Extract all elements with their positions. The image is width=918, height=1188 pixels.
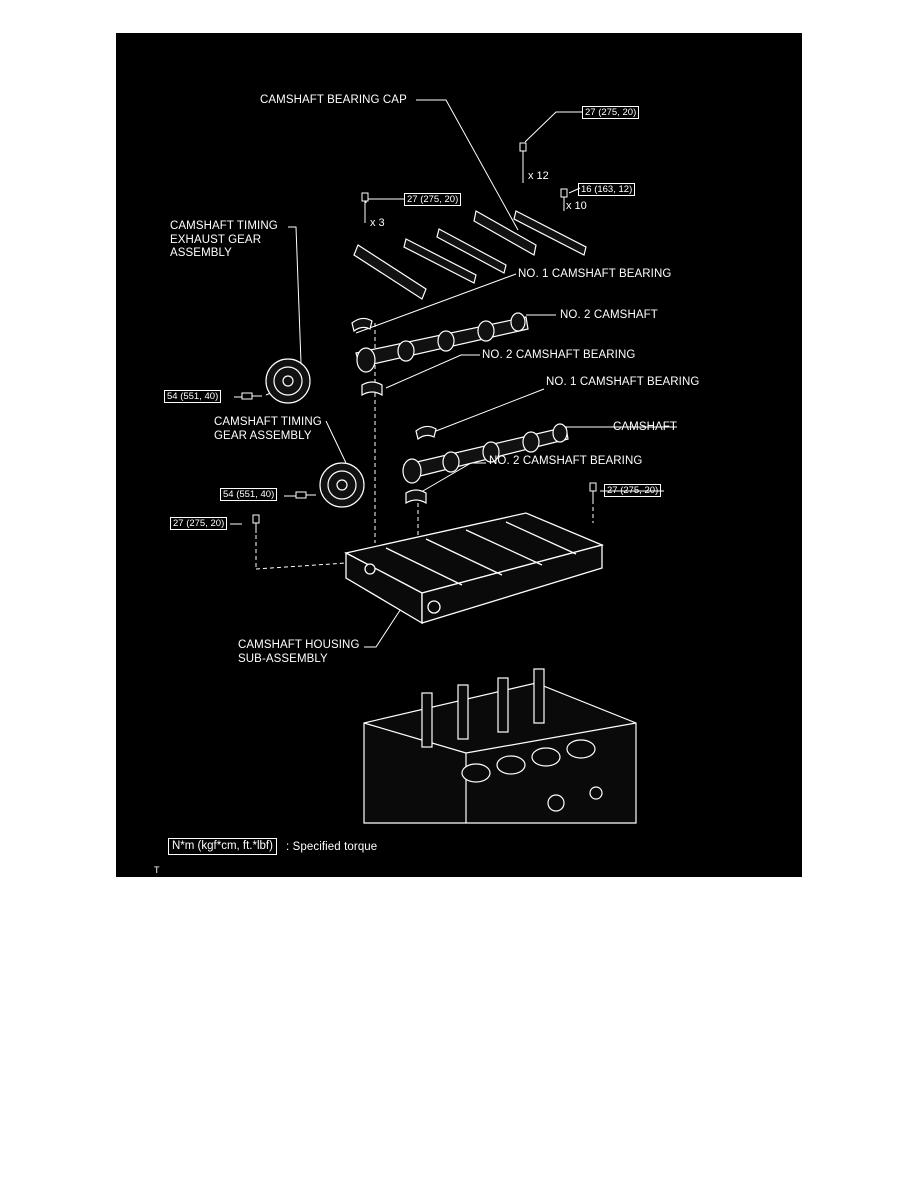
legend-description: : Specified torque [286, 841, 378, 853]
label-housing-line2: SUB-ASSEMBLY [238, 653, 328, 665]
torque-timing-gear-bolt: 54 (551, 40) [220, 488, 277, 501]
label-no2-camshaft: NO. 2 CAMSHAFT [560, 309, 658, 321]
torque-cap-bolt-right: 27 (275, 20) [582, 106, 639, 119]
label-exhaust-gear-line2: EXHAUST GEAR [170, 234, 262, 246]
label-timing-gear-line1: CAMSHAFT TIMING [214, 416, 322, 428]
label-camshaft: CAMSHAFT [613, 421, 678, 433]
leader-no2-bearing-upper [386, 355, 480, 388]
label-exhaust-gear-line1: CAMSHAFT TIMING [170, 220, 278, 232]
qty-x3: x 3 [370, 217, 385, 229]
leader-exhaust-gear [288, 227, 301, 363]
leader-bearing-cap [416, 100, 518, 230]
leader-cap-bolt-right [525, 112, 582, 142]
torque-cap-bolt-left: 27 (275, 20) [404, 193, 461, 206]
leader-timing-gear [326, 421, 346, 463]
label-no1-camshaft-bearing-upper: NO. 1 CAMSHAFT BEARING [518, 268, 672, 280]
torque-housing-bolt-right: 27 (275, 20) [604, 484, 661, 497]
qty-x12: x 12 [528, 170, 549, 182]
label-housing-line1: CAMSHAFT HOUSING [238, 639, 360, 651]
leader-cap-bolt-left [366, 199, 404, 203]
label-exhaust-gear-line3: ASSEMBLY [170, 247, 232, 259]
label-camshaft-bearing-cap: CAMSHAFT BEARING CAP [260, 94, 407, 106]
exploded-view-diagram [116, 33, 802, 877]
label-no2-camshaft-bearing-upper: NO. 2 CAMSHAFT BEARING [482, 349, 636, 361]
torque-cap-bolt-small: 16 (163, 12) [578, 183, 635, 196]
label-no1-camshaft-bearing-lower: NO. 1 CAMSHAFT BEARING [546, 376, 700, 388]
label-no2-camshaft-bearing-lower: NO. 2 CAMSHAFT BEARING [489, 455, 643, 467]
torque-housing-bolt-left: 27 (275, 20) [170, 517, 227, 530]
parts-illustration [116, 33, 802, 877]
label-timing-gear-line2: GEAR ASSEMBLY [214, 430, 312, 442]
legend-unit-box: N*m (kgf*cm, ft.*lbf) [168, 838, 277, 855]
qty-x10: x 10 [566, 200, 587, 212]
leader-no1-bearing-lower [436, 389, 544, 431]
footer-mark: T [154, 865, 160, 875]
torque-exhaust-gear-bolt: 54 (551, 40) [164, 390, 221, 403]
